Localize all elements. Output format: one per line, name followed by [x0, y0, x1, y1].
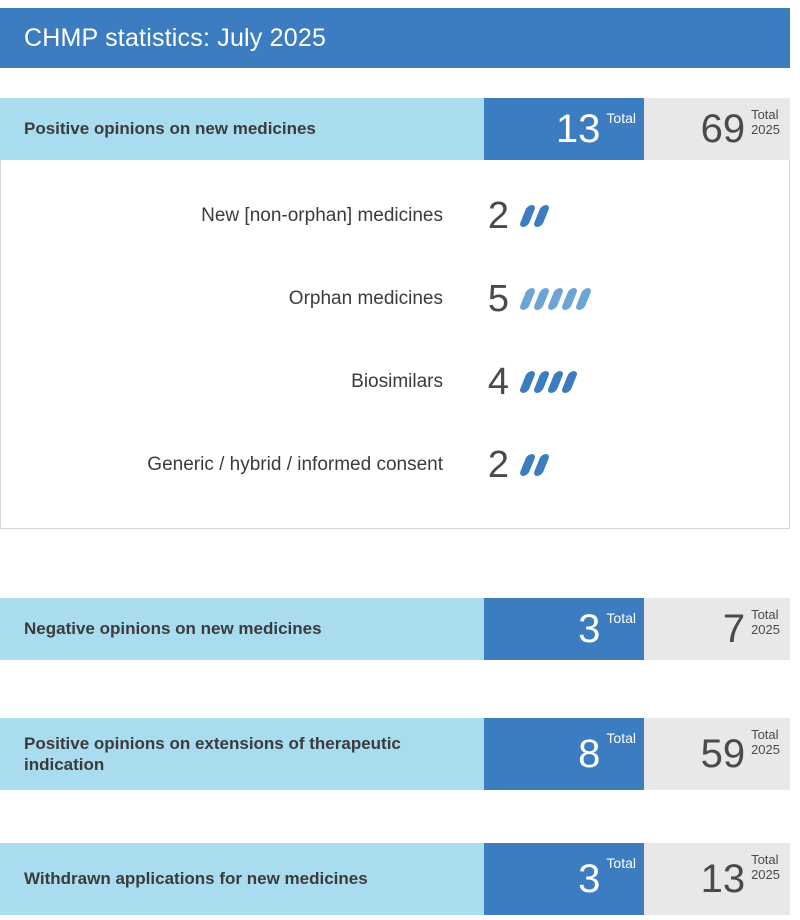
year-total-label-line1: Total — [751, 607, 779, 622]
year-total-value: 59 — [700, 732, 746, 776]
year-total-value: 69 — [700, 107, 746, 151]
month-total-label: Total — [606, 610, 636, 626]
month-total-value: 3 — [578, 607, 601, 651]
month-total-value: 8 — [578, 732, 601, 776]
breakdown-pills — [523, 205, 551, 227]
breakdown-value: 4 — [487, 360, 509, 403]
month-total-badge — [484, 598, 644, 660]
page-title: CHMP statistics: July 2025 — [24, 23, 327, 52]
year-total-label — [751, 608, 780, 638]
month-total-badge — [484, 98, 644, 160]
year-total-badge — [644, 598, 790, 660]
year-total-label — [751, 108, 780, 138]
section-label: Positive opinions on new medicines — [24, 119, 316, 139]
breakdown-row — [1, 174, 789, 257]
breakdown-row — [1, 257, 789, 340]
breakdown-panel — [0, 160, 790, 529]
breakdown-label: Biosimilars — [351, 370, 443, 392]
section-header — [0, 98, 790, 160]
year-total-label-line2: 2025 — [751, 621, 780, 637]
breakdown-value: 5 — [487, 277, 509, 320]
year-total-label-line1: Total — [751, 107, 779, 122]
section-header — [0, 718, 790, 790]
year-total-value: 7 — [722, 607, 746, 651]
month-total-badge — [484, 718, 644, 790]
breakdown-label: Orphan medicines — [288, 287, 443, 309]
month-total-label: Total — [606, 110, 636, 126]
section-positive-opinions-new-medicines — [0, 98, 790, 529]
year-total-label-line1: Total — [751, 852, 779, 867]
section-label-container — [0, 843, 484, 915]
section-label: Withdrawn applications for new medicines — [24, 869, 368, 889]
month-total-label: Total — [606, 730, 636, 746]
section-label-container — [0, 98, 484, 160]
section-positive-opinions-extensions — [0, 718, 790, 790]
breakdown-pills — [523, 371, 579, 393]
year-total-label — [751, 853, 780, 883]
breakdown-pills — [523, 454, 551, 476]
breakdown-label: New [non-orphan] medicines — [201, 204, 443, 226]
breakdown-value: 2 — [487, 194, 509, 237]
section-negative-opinions-new-medicines — [0, 598, 790, 660]
section-label-container — [0, 718, 484, 790]
breakdown-row — [1, 423, 789, 506]
section-header — [0, 598, 790, 660]
breakdown-label: Generic / hybrid / informed consent — [147, 453, 443, 475]
year-total-label-line2: 2025 — [751, 866, 780, 882]
year-total-badge — [644, 843, 790, 915]
month-total-value: 3 — [578, 857, 601, 901]
year-total-badge — [644, 98, 790, 160]
section-label: Positive opinions on extensions of therapeutic indication — [24, 733, 401, 774]
month-total-label: Total — [606, 855, 636, 871]
year-total-value: 13 — [700, 857, 746, 901]
breakdown-value: 2 — [487, 443, 509, 486]
year-total-label-line2: 2025 — [751, 741, 780, 757]
section-withdrawn-applications — [0, 843, 790, 915]
year-total-label — [751, 728, 780, 758]
section-header — [0, 843, 790, 915]
section-label: Negative opinions on new medicines — [24, 619, 322, 639]
section-label-container — [0, 598, 484, 660]
month-total-badge — [484, 843, 644, 915]
month-total-value: 13 — [555, 107, 601, 151]
breakdown-row — [1, 340, 789, 423]
year-total-label-line2: 2025 — [751, 121, 780, 137]
breakdown-pills — [523, 288, 593, 310]
year-total-label-line1: Total — [751, 727, 779, 742]
year-total-badge — [644, 718, 790, 790]
page-title-bar — [0, 8, 790, 68]
